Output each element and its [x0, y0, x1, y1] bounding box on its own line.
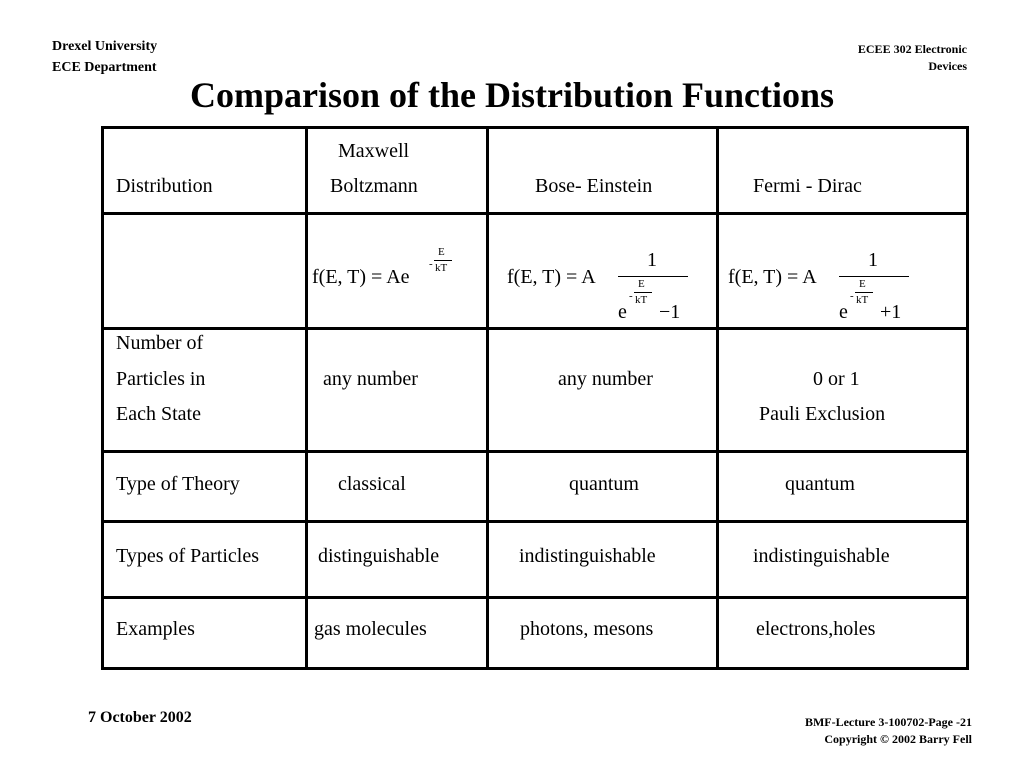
fd-exp-den: kT [856, 294, 869, 306]
mb-formula-cell [307, 214, 488, 329]
particles-row [103, 329, 968, 452]
theory-label-cell [103, 452, 307, 522]
be-exp-bar [634, 292, 652, 293]
be-formula-cell [488, 214, 718, 329]
distribution-label: Distribution [116, 175, 213, 197]
footer-page: BMF-Lecture 3-100702-Page -21 [804, 715, 972, 729]
fd-types-cell [718, 522, 968, 598]
fd-exp-num: E [859, 278, 866, 290]
header-cell-fermi-dirac [718, 128, 968, 214]
university-name: Drexel University [52, 39, 158, 54]
be-types: indistinguishable [519, 545, 656, 567]
formula-row [103, 214, 968, 329]
be-tail: −1 [659, 301, 681, 323]
table-header-row [103, 128, 968, 214]
mb-exp-den: kT [435, 262, 448, 274]
be-types-cell [488, 522, 718, 598]
header-cell-maxwell-boltzmann [307, 128, 488, 214]
be-particles-cell [488, 329, 718, 452]
fd-exp-sign: - [850, 290, 854, 302]
be-particles: any number [558, 368, 653, 390]
fd-tail: +1 [880, 301, 902, 323]
mb-types-cell [307, 522, 488, 598]
be-theory: quantum [569, 473, 639, 495]
formula-cell-empty [103, 214, 307, 329]
types-label-cell [103, 522, 307, 598]
fd-header: Fermi - Dirac [753, 175, 862, 197]
mb-types: distinguishable [318, 545, 440, 567]
examples-row [103, 598, 968, 669]
footer-date: 7 October 2002 [88, 709, 192, 726]
mb-exp-num: E [438, 246, 445, 258]
footer-right [805, 714, 972, 748]
fd-particles-line1: 0 or 1 [813, 368, 860, 390]
be-exp-sign: - [629, 290, 633, 302]
fd-exp-bar [855, 292, 873, 293]
fd-e-base: e [839, 301, 848, 323]
theory-label: Type of Theory [116, 473, 240, 495]
header-right [858, 41, 967, 75]
mb-examples: gas molecules [314, 618, 427, 640]
be-formula-lhs: f(E, T) = A [507, 266, 596, 288]
types-row [103, 522, 968, 598]
fd-theory: quantum [785, 473, 855, 495]
mb-particles-cell [307, 329, 488, 452]
department-name: ECE Department [52, 60, 157, 75]
mb-formula-lhs: f(E, T) = Ae [312, 266, 410, 288]
fd-numerator: 1 [868, 249, 878, 271]
header-left [52, 36, 157, 78]
be-theory-cell [488, 452, 718, 522]
particles-label-cell [103, 329, 307, 452]
mb-header-line1: Maxwell [338, 140, 410, 162]
course-name-line1: ECEE 302 Electronic [857, 42, 967, 56]
header-cell-distribution [103, 128, 307, 214]
fd-fraction-bar [839, 276, 909, 277]
be-e-base: e [618, 301, 627, 323]
header-cell-bose-einstein [488, 128, 718, 214]
examples-label-cell [103, 598, 307, 669]
particles-label-line1: Number of [116, 332, 204, 354]
be-examples: photons, mesons [520, 618, 654, 640]
fd-formula [719, 215, 966, 327]
mb-header-line2: Boltzmann [330, 175, 418, 197]
be-numerator: 1 [647, 249, 657, 271]
fd-examples: electrons,holes [756, 618, 876, 640]
fd-formula-lhs: f(E, T) = A [728, 266, 817, 288]
particles-label-line2: Particles in [116, 368, 206, 390]
fd-formula-cell [718, 214, 968, 329]
mb-exp-bar [434, 260, 452, 261]
examples-label: Examples [116, 618, 195, 640]
be-formula [489, 215, 716, 327]
particles-label-line3: Each State [116, 403, 201, 425]
be-header: Bose- Einstein [535, 175, 653, 197]
fd-particles-line2: Pauli Exclusion [759, 403, 886, 425]
mb-exp-sign: - [429, 258, 433, 270]
mb-particles: any number [323, 368, 418, 390]
mb-theory-cell [307, 452, 488, 522]
comparison-table [101, 126, 969, 670]
fd-examples-cell [718, 598, 968, 669]
mb-formula [308, 215, 486, 327]
theory-row [103, 452, 968, 522]
page-title: Comparison of the Distribution Functions [189, 75, 835, 115]
mb-theory: classical [338, 473, 406, 495]
fd-types: indistinguishable [753, 545, 890, 567]
fd-theory-cell [718, 452, 968, 522]
be-fraction-bar [618, 276, 688, 277]
course-name-line2: Devices [928, 59, 967, 73]
types-label: Types of Particles [116, 545, 260, 567]
fd-particles-cell [718, 329, 968, 452]
mb-examples-cell [307, 598, 488, 669]
be-exp-den: kT [635, 294, 648, 306]
footer-copyright: Copyright © 2002 Barry Fell [824, 732, 972, 746]
be-exp-num: E [638, 278, 645, 290]
be-examples-cell [488, 598, 718, 669]
